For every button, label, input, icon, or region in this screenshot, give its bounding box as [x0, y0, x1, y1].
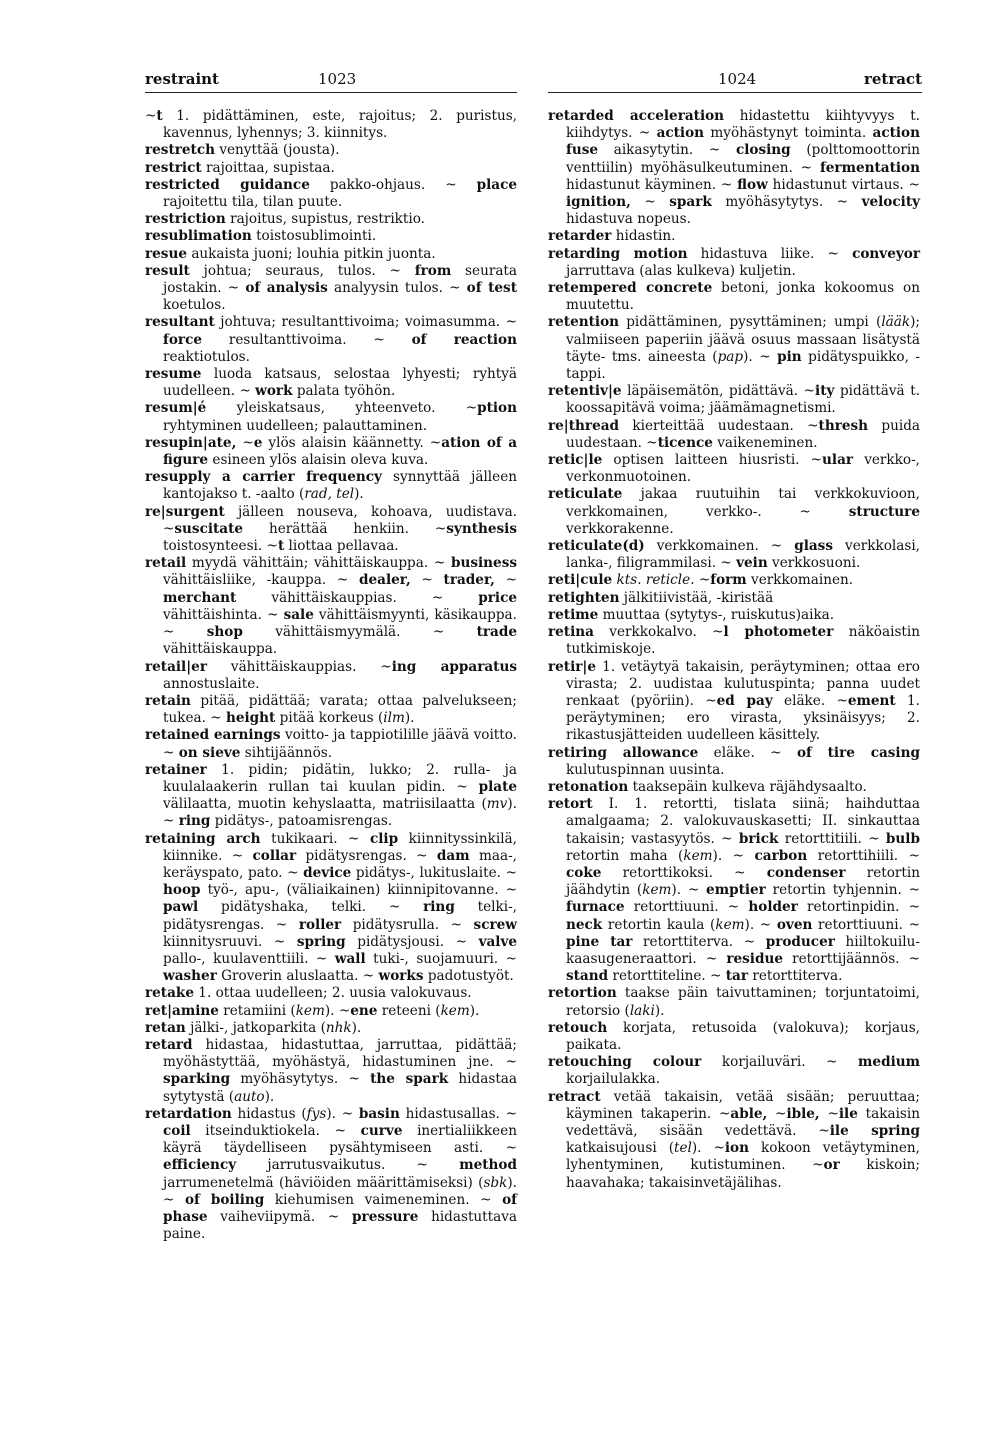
dictionary-entry: retain pitää, pidättää; varata; ottaa palvelukseen; tukea. ~ height pitää korkeus (ilm).	[145, 692, 517, 727]
dictionary-entry: retentiv|e läpäisemätön, pidättävä. ~ity pidättävä t. koossapitävä voima; jäämämagnetismi.	[548, 383, 920, 417]
dictionary-entry: retract vetää takaisin, vetää sisään; peruuttaa; käyminen takaperin. ~able, ~ible, ~ile takaisin vedettävä, sisään vedettävä. ~ile spring katkaisujousi (tel). ~ion kokoon vetäytyminen, lyhentyminen, kutistuminen. ~or kiskoin; haavahaka; takaisinvetäjälihas.	[548, 1088, 920, 1191]
dictionary-entry: retouch korjata, retusoida (valokuva); korjaus, paikata.	[548, 1019, 920, 1053]
dictionary-entry: ret|amine retamiini (kem). ~ene reteeni (kem).	[145, 1002, 480, 1019]
right-running-head: retract	[863, 70, 922, 88]
dictionary-entry: retaining arch tukikaari. ~ clip kiinnityssinkilä, kiinnike. ~ collar pidätysrengas. ~ dam maa-, keräyspato, pato. ~ device pidätys-, lukituslaite. ~ hoop työ-, apu-, (väliaikainen) kiinnipitovanne. ~ pawl pidätyshaka, telki. ~ ring telki-, pidätysrengas. ~ roller pidätysrulla. ~ screw kiinnitysruuvi. ~ spring pidätysjousi. ~ valve pallo-, kuulaventtiili. ~ wall tuki-, suojamuuri. ~ washer Groverin aluslaatta. ~ works padotustyöt.	[145, 830, 517, 985]
dictionary-entry: retir|e 1. vetäytyä takaisin, peräytyminen; ottaa ero virasta; 2. uudistaa kulutuspinta; panna uudet renkaat (pyöriin). ~ed pay eläke. ~ement 1. peräytyminen; ero virasta, yksinäisyys; 2. rikastusjätteiden uudelleen käsittely.	[548, 658, 920, 744]
dictionary-entry: retarder hidastin.	[548, 228, 676, 245]
dictionary-entry: reticulate(d) verkkomainen. ~ glass verkkolasi, lanka-, filigrammilasi. ~ vein verkkosuoni.	[548, 538, 920, 572]
dictionary-entry: retard hidastaa, hidastuttaa, jarruttaa, pidättää; myöhästyttää, myöhästyä, hidastuminen jne. ~ sparking myöhäsytytys. ~ the spark hidastaa sytytystä (auto).	[145, 1036, 517, 1105]
dictionary-entry: result johtua; seuraus, tulos. ~ from seurata jostakin. ~ of analysis analyysin tulos. ~ of test koetulos.	[145, 262, 517, 314]
dictionary-entry: retic|le optisen laitteen hiusristi. ~ular verkko-, verkonmuotoinen.	[548, 452, 920, 486]
dictionary-entry: retainer 1. pidin; pidätin, lukko; 2. rulla- ja kuulalaakerin rullan tai kuulan pidin. ~ plate välilaatta, muotin kehyslaatta, matriisilaatta (mv). ~ ring pidätys-, patoamisrengas.	[145, 761, 517, 830]
dictionary-entry: retail|er vähittäiskauppias. ~ing apparatus annostuslaite.	[145, 658, 517, 692]
dictionary-entry: retime muuttaa (sytytys-, ruiskutus)aika.	[548, 606, 835, 623]
left-running-head: restraint	[145, 70, 219, 88]
dictionary-entry: retouching colour korjailuväri. ~ medium korjailulakka.	[548, 1054, 920, 1088]
dictionary-entry: re|surgent jälleen nouseva, kohoava, uudistava. ~suscitate herättää henkiin. ~synthesis toistosynteesi. ~t liottaa pellavaa.	[145, 503, 517, 555]
dictionary-entry: restretch venyttää (jousta).	[145, 142, 340, 159]
dictionary-entry: retan jälki-, jatkoparkita (nhk).	[145, 1019, 362, 1036]
dictionary-entry: retempered concrete betoni, jonka kokoomus on muutettu.	[548, 280, 920, 314]
dictionary-entry: retort I. 1. retortti, tislata siinä; haihduttaa amalgaama; 2. valokuvauskasetti; II. sinkauttaa takaisin; vastasyytös. ~ brick retorttitiili. ~ bulb retortin maha (kem). ~ carbon retorttihiili. ~ coke retorttikoksi. ~ condenser retortin jäähdytin (kem). ~ emptier retortin tyhjennin. ~ furnace retorttiuuni. ~ holder retortinpidin. ~ neck retortin kaula (kem). ~ oven retorttiuuni. ~ pine tar retorttiterva. ~ producer hiiltokuilu-kaasugeneraattori. ~ residue retorttijäännös. ~ stand retorttiteline. ~ tar retorttiterva.	[548, 796, 921, 985]
dictionary-entry: ~t 1. pidättäminen, este, rajoitus; 2. puristus, kavennus, lyhennys; 3. kiinnitys.	[145, 108, 517, 142]
dictionary-entry: resupply a carrier frequency synnyttää jälleen kantojakso t. -aalto (rad, tel).	[145, 469, 517, 503]
dictionary-entry: retina verkkokalvo. ~l photometer näköaistin tutkimiskoje.	[548, 624, 920, 658]
right-header-rule	[548, 92, 922, 93]
dictionary-entry: retention pidättäminen, pysyttäminen; umpi (lääk); valmiiseen paperiin jäävä osuus massaan lisätystä täyte- tms. aineesta (pap). ~ pin pidätyspuikko, -tappi.	[548, 314, 920, 383]
dictionary-entry: restrict rajoittaa, supistaa.	[145, 159, 335, 176]
dictionary-entry: resue aukaista juoni; louhia pitkin juonta.	[145, 245, 436, 262]
dictionary-entry: retardation hidastus (fys). ~ basin hidastusallas. ~ coil itseinduktiokela. ~ curve inertialiikkeen käyrä täydelliseen pysähtymiseen asti. ~ efficiency jarrutusvaikutus. ~ method jarrumenetelmä (häviöiden määrittämiseksi) (sbk). ~ of boiling kiehumisen vaimeneminen. ~ of phase vaiheviipymä. ~ pressure hidastuttava paine.	[145, 1105, 518, 1243]
dictionary-entry: re|thread kierteittää uudestaan. ~thresh puida uudestaan. ~ticence vaikeneminen.	[548, 417, 921, 451]
left-page-number: 1023	[318, 70, 357, 88]
dictionary-entry: retarding motion hidastuva liike. ~ conveyor jarruttava (alas kulkeva) kuljetin.	[548, 245, 920, 279]
dictionary-entry: retail myydä vähittäin; vähittäiskauppa. ~ business vähittäisliike, -kauppa. ~ dealer, ~ trader, ~ merchant vähittäiskauppias. ~ price vähittäishinta. ~ sale vähittäismyynti, käsikauppa. ~ shop vähittäismyymälä. ~ trade vähittäiskauppa.	[145, 555, 517, 658]
dictionary-entry: retained earnings voitto- ja tappiotilille jäävä voitto. ~ on sieve sihtijäännös.	[145, 727, 518, 761]
dictionary-entry: restricted guidance pakko-ohjaus. ~ place rajoitettu tila, tilan puute.	[145, 176, 517, 211]
dictionary-entry: retighten jälkitiivistää, -kiristää	[548, 589, 774, 606]
dictionary-entry: reti|cule kts. reticle. ~form verkkomainen.	[548, 572, 854, 589]
right-page-number: 1024	[718, 70, 757, 88]
dictionary-entry: retonation taaksepäin kulkeva räjähdysaalto.	[548, 778, 867, 795]
dictionary-entry: retortion taakse päin taivuttaminen; torjuntatoimi, retorsio (laki).	[548, 985, 920, 1019]
dictionary-entry: resupin|ate, ~e ylös alaisin käännetty. ~ation of a figure esineen ylös alaisin oleva kuva.	[145, 434, 518, 469]
left-column	[145, 108, 517, 1243]
dictionary-entry: retarded acceleration hidastettu kiihtyvyys t. kiihdytys. ~ action myöhästynyt toiminta. action fuse aikasytytin. ~ closing (polttomoottorin venttiilin) myöhäsulkeutuminen. ~ fermentation hidastunut käyminen. ~ flow hidastunut virtaus. ~ ignition, ~ spark myöhäsytytys. ~ velocity hidastuva nopeus.	[548, 108, 921, 228]
left-header-rule	[145, 92, 517, 93]
dictionary-entry: resume luoda katsaus, selostaa lyhyesti; ryhtyä uudelleen. ~ work palata työhön.	[145, 366, 517, 400]
dictionary-entry: retiring allowance eläke. ~ of tire casing kulutuspinnan uusinta.	[548, 744, 920, 778]
right-column	[548, 108, 920, 1192]
dictionary-entry: reticulate jakaa ruutuihin tai verkkokuvioon, verkkomainen, verkko-. ~ structure verkkorakenne.	[548, 486, 920, 537]
dictionary-entry: resublimation toistosublimointi.	[145, 228, 377, 245]
dictionary-entry: restriction rajoitus, supistus, restriktio.	[145, 211, 425, 228]
dictionary-entry: retake 1. ottaa uudelleen; 2. uusia valokuvaus.	[145, 985, 472, 1002]
dictionary-entry: resum|é yleiskatsaus, yhteenveto. ~ption ryhtyminen uudelleen; palauttaminen.	[145, 400, 517, 434]
dictionary-entry: resultant johtuva; resultanttivoima; voimasumma. ~ force resultanttivoima. ~ of reaction reaktiotulos.	[145, 314, 517, 365]
